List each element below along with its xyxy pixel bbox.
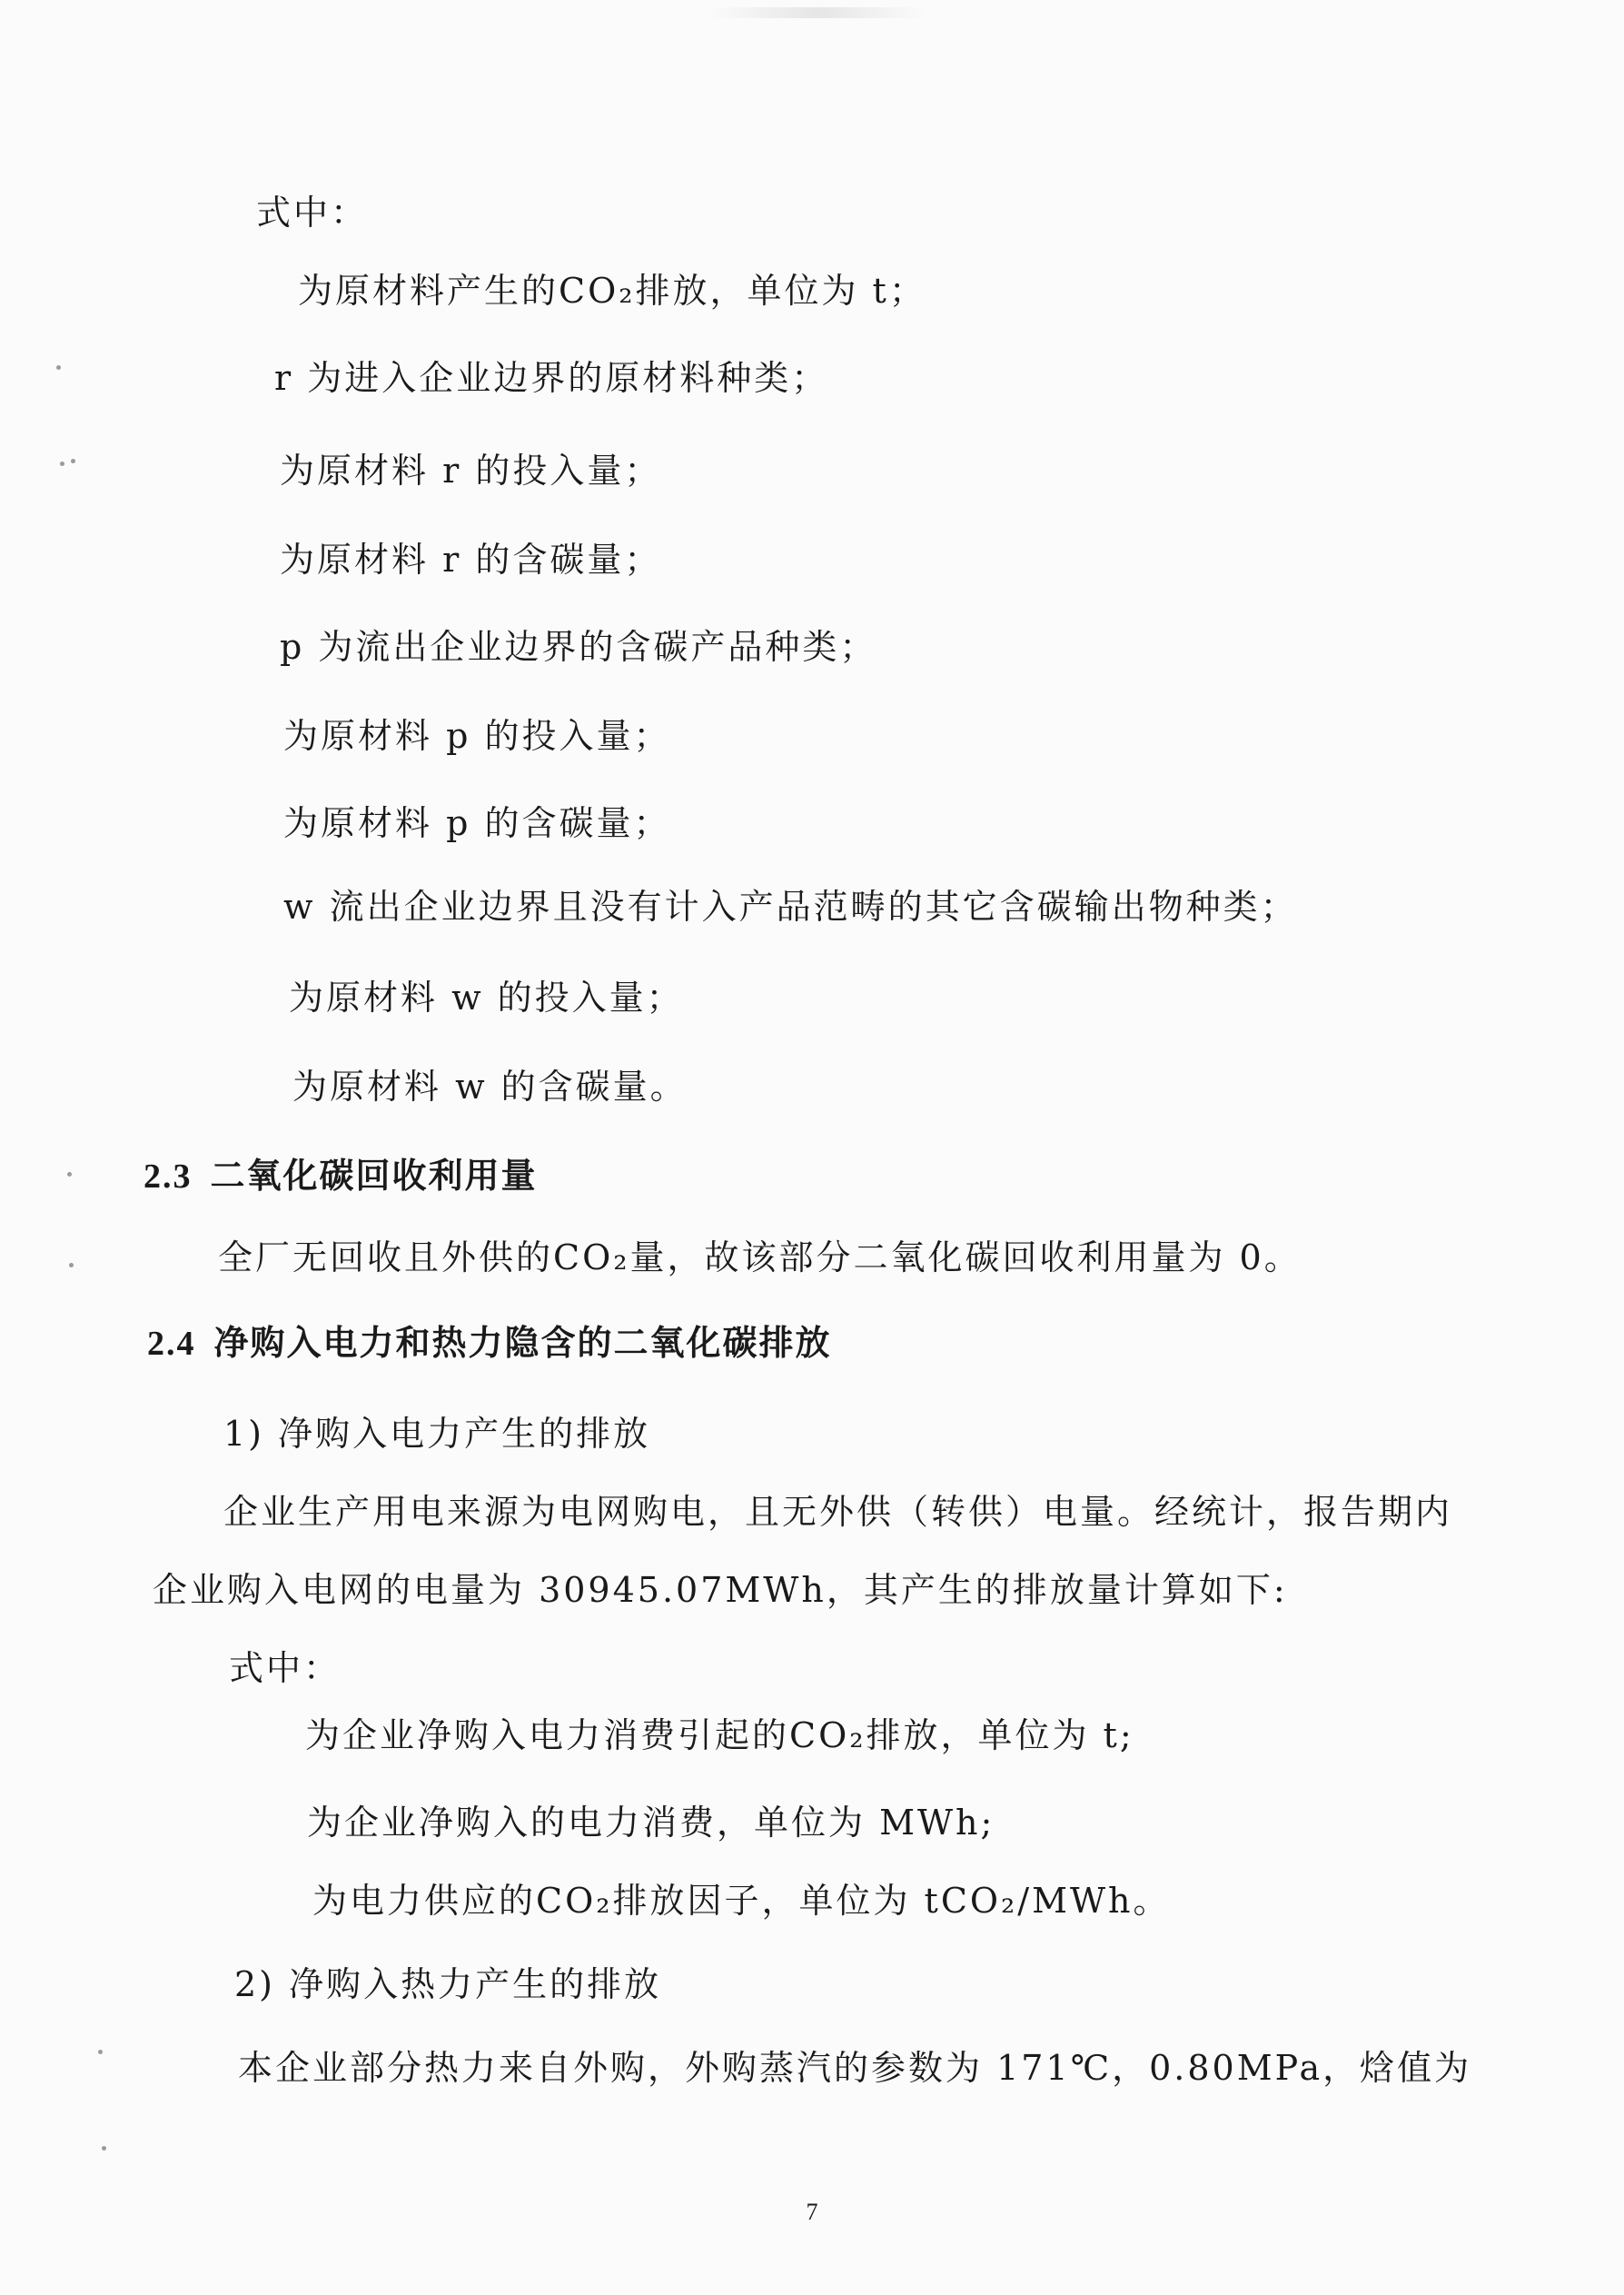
section-number: 2.3 (144, 1157, 193, 1196)
definition-line: 为原材料 w 的投入量； (289, 978, 684, 1018)
scan-mark (69, 1263, 74, 1267)
subsection-title: 1) 净购入电力产生的排放 (223, 1414, 651, 1454)
page-number: 7 (806, 2199, 818, 2225)
definition-line: r 为进入企业边界的原材料种类； (274, 358, 829, 398)
definition-line: 为原材料 r 的含碳量； (280, 540, 662, 580)
definition-line: 为原材料 w 的含碳量。 (292, 1067, 688, 1107)
section-number: 2.4 (147, 1325, 196, 1363)
definition-line: 为原材料 p 的投入量； (283, 716, 671, 756)
scan-mark (67, 1172, 72, 1177)
definition-line: 为电力供应的CO₂排放因子，单位为 tCO₂/MWh。 (312, 1881, 1171, 1921)
definition-line: 为原材料 r 的投入量； (280, 451, 662, 491)
subsection-title: 2) 净购入热力产生的排放 (234, 1964, 662, 2004)
section-title: 净购入电力和热力隐含的二氧化碳排放 (213, 1322, 832, 1363)
scan-mark (102, 2146, 106, 2151)
definition-line: 为企业净购入的电力消费，单位为 MWh; (307, 1803, 995, 1843)
paragraph-line: 本企业部分热力来自外购，外购蒸汽的参数为 171℃，0.80MPa，焓值为 (238, 2048, 1472, 2088)
definition-line: 为企业净购入电力消费引起的CO₂排放，单位为 t; (305, 1715, 1134, 1755)
scan-smudge (708, 7, 926, 18)
paragraph-line: 企业生产用电来源为电网购电，且无外供（转供）电量。经统计，报告期内 (223, 1492, 1453, 1532)
scan-mark (60, 462, 64, 466)
definition-line: w 流出企业边界且没有计入产品范畴的其它含碳输出物种类； (283, 887, 1298, 927)
definition-line: 为原材料 p 的含碳量； (283, 803, 671, 843)
section-heading-2-3 (144, 1154, 538, 1198)
scan-mark (71, 459, 75, 463)
definition-line: 为原材料产生的CO₂排放，单位为 t； (298, 271, 926, 311)
formula-intro-2: 式中： (229, 1648, 342, 1688)
formula-intro-1: 式中： (256, 193, 369, 233)
paragraph-line: 企业购入电网的电量为 30945.07MWh，其产生的排放量计算如下: (153, 1570, 1288, 1610)
section-heading-2-4 (147, 1321, 832, 1366)
definition-line: p 为流出企业边界的含碳产品种类； (280, 627, 877, 667)
scan-mark (56, 365, 61, 370)
section-title: 二氧化碳回收利用量 (210, 1155, 538, 1196)
section-body: 全厂无回收且外供的CO₂量，故该部分二氧化碳回收利用量为 0。 (218, 1237, 1302, 1277)
scan-mark (98, 2050, 103, 2054)
